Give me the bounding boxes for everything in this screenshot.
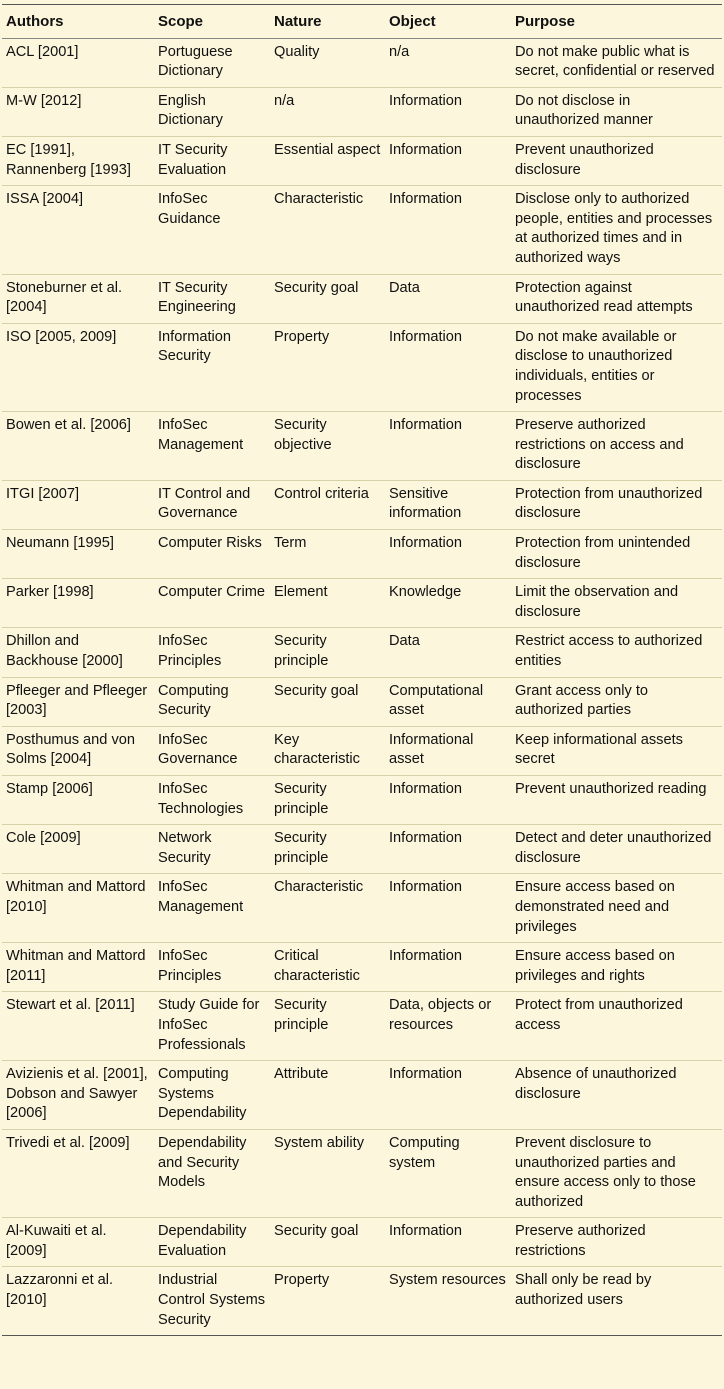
cell-nature: Critical characteristic xyxy=(270,943,385,992)
cell-authors: Al-Kuwaiti et al. [2009] xyxy=(2,1218,154,1267)
cell-object: System resources xyxy=(389,1272,506,1289)
cell-nature: Element xyxy=(270,579,385,628)
cell-scope: Information Security xyxy=(154,323,270,411)
cell-object: Computing system xyxy=(385,1129,511,1217)
cell-authors: Posthumus and von Solms [2004] xyxy=(2,726,154,775)
table-row xyxy=(2,943,722,992)
cell-authors: Parker [1998] xyxy=(2,579,154,628)
cell-nature: Security principle xyxy=(270,992,385,1061)
definitions-table xyxy=(2,5,722,1335)
cell-authors: Stoneburner et al. [2004] xyxy=(2,274,154,323)
cell-authors: Cole [2009] xyxy=(2,825,154,874)
cell-authors: Whitman and Mattord [2010] xyxy=(2,874,154,943)
cell-scope: IT Control and Governance xyxy=(154,480,270,529)
cell-scope: Dependability and Security Models xyxy=(154,1129,270,1217)
cell-nature: Property xyxy=(270,323,385,411)
cell-purpose: Detect and deter unauthorized disclosure xyxy=(511,825,722,874)
cell-authors: EC [1991], Rannenberg [1993] xyxy=(2,136,154,185)
cell-authors: Bowen et al. [2006] xyxy=(2,412,154,481)
cell-scope: IT Security Engineering xyxy=(154,274,270,323)
cell-purpose: Protection from unauthorized disclosure xyxy=(511,480,722,529)
table-row xyxy=(2,992,722,1061)
cell-object: Knowledge xyxy=(385,579,511,628)
table-row xyxy=(2,579,722,628)
cell-purpose: Preserve authorized restrictions on access and disclosure xyxy=(511,412,722,481)
cell-object: Information xyxy=(385,1218,511,1267)
table-row xyxy=(2,1218,722,1267)
cell-purpose: Protect from unauthorized access xyxy=(511,992,722,1061)
cell-object: n/a xyxy=(385,38,511,87)
cell-nature: Security principle xyxy=(270,825,385,874)
table-row xyxy=(2,480,722,529)
table-row xyxy=(2,874,722,943)
cell-scope: Computer Risks xyxy=(154,530,270,579)
table-body xyxy=(2,38,722,1335)
cell-nature: Quality xyxy=(270,38,385,87)
cell-authors: Dhillon and Backhouse [2000] xyxy=(2,628,154,677)
cell-authors: ISSA [2004] xyxy=(2,186,154,274)
cell-scope: InfoSec Management xyxy=(154,874,270,943)
table-row xyxy=(2,776,722,825)
cell-object: Information xyxy=(385,323,511,411)
cell-purpose: Shall only be read by authorized users xyxy=(515,1272,652,1309)
cell-scope: Computing Security xyxy=(154,677,270,726)
table-row xyxy=(2,726,722,775)
cell-authors: Pfleeger and Pfleeger [2003] xyxy=(2,677,154,726)
table-row xyxy=(2,1061,722,1130)
table-row xyxy=(2,38,722,87)
cell-object: Information xyxy=(385,87,511,136)
cell-scope: Industrial Control Systems Security xyxy=(158,1272,266,1328)
cell-nature: Security objective xyxy=(270,412,385,481)
cell-purpose: Do not disclose in unauthorized manner xyxy=(511,87,722,136)
cell-scope: English Dictionary xyxy=(154,87,270,136)
cell-object: Information xyxy=(385,874,511,943)
cell-scope: InfoSec Technologies xyxy=(154,776,270,825)
cell-purpose: Keep informational assets secret xyxy=(511,726,722,775)
cell-purpose: Protection against unauthorized read attempts xyxy=(511,274,722,323)
cell-nature: n/a xyxy=(270,87,385,136)
cell-object: Informational asset xyxy=(385,726,511,775)
cell-authors: ISO [2005, 2009] xyxy=(2,323,154,411)
cell-object: Data, objects or resources xyxy=(385,992,511,1061)
cell-authors: M-W [2012] xyxy=(2,87,154,136)
cell-purpose: Prevent unauthorized reading xyxy=(511,776,722,825)
cell-nature: Essential aspect xyxy=(270,136,385,185)
cell-purpose: Ensure access based on demonstrated need and privileges xyxy=(511,874,722,943)
cell-authors: Neumann [1995] xyxy=(2,530,154,579)
cell-nature: Security goal xyxy=(270,677,385,726)
cell-nature: Term xyxy=(270,530,385,579)
table-row xyxy=(2,87,722,136)
cell-object: Information xyxy=(385,186,511,274)
cell-object: Information xyxy=(385,1061,511,1130)
cell-authors: Avizienis et al. [2001], Dobson and Sawyer [2006] xyxy=(2,1061,154,1130)
cell-nature: Security principle xyxy=(270,628,385,677)
cell-purpose: Grant access only to authorized parties xyxy=(511,677,722,726)
cell-purpose: Disclose only to authorized people, entities and processes at authorized times and in authorized ways xyxy=(511,186,722,274)
cell-object: Information xyxy=(385,136,511,185)
header-nature: Nature xyxy=(270,5,385,38)
cell-scope: InfoSec Guidance xyxy=(154,186,270,274)
table-row xyxy=(2,323,722,411)
cell-object: Data xyxy=(385,274,511,323)
cell-authors: Whitman and Mattord [2011] xyxy=(2,943,154,992)
table-row xyxy=(2,1267,722,1335)
cell-object: Information xyxy=(385,412,511,481)
cell-purpose: Limit the observation and disclosure xyxy=(511,579,722,628)
cell-nature: Security goal xyxy=(270,274,385,323)
cell-purpose: Preserve authorized restrictions xyxy=(511,1218,722,1267)
cell-authors: Stamp [2006] xyxy=(2,776,154,825)
cell-purpose: Prevent disclosure to unauthorized parties and ensure access only to those authorized xyxy=(511,1129,722,1217)
cell-authors: Trivedi et al. [2009] xyxy=(2,1129,154,1217)
cell-scope: Computer Crime xyxy=(154,579,270,628)
cell-purpose: Restrict access to authorized entities xyxy=(511,628,722,677)
table-header-row xyxy=(2,5,722,38)
cell-scope: Dependability Evaluation xyxy=(154,1218,270,1267)
table-row xyxy=(2,136,722,185)
header-authors: Authors xyxy=(2,5,154,38)
cell-scope: InfoSec Governance xyxy=(154,726,270,775)
definitions-table-container xyxy=(2,4,722,1336)
table-row xyxy=(2,1129,722,1217)
cell-scope: Computing Systems Dependability xyxy=(154,1061,270,1130)
cell-nature: Control criteria xyxy=(270,480,385,529)
cell-nature: Property xyxy=(274,1272,330,1289)
cell-purpose: Do not make public what is secret, confidential or reserved xyxy=(511,38,722,87)
cell-object: Computational asset xyxy=(385,677,511,726)
table-row xyxy=(2,412,722,481)
cell-purpose: Do not make available or disclose to unauthorized individuals, entities or processes xyxy=(511,323,722,411)
cell-object: Information xyxy=(385,530,511,579)
cell-object: Information xyxy=(385,943,511,992)
table-row xyxy=(2,186,722,274)
cell-object: Information xyxy=(385,776,511,825)
table-row xyxy=(2,530,722,579)
cell-nature: Security principle xyxy=(270,776,385,825)
header-purpose: Purpose xyxy=(511,5,722,38)
cell-scope: Network Security xyxy=(154,825,270,874)
cell-nature: Characteristic xyxy=(270,874,385,943)
header-scope: Scope xyxy=(154,5,270,38)
table-row xyxy=(2,677,722,726)
cell-purpose: Ensure access based on privileges and rights xyxy=(511,943,722,992)
cell-scope: InfoSec Management xyxy=(154,412,270,481)
cell-purpose: Absence of unauthorized disclosure xyxy=(511,1061,722,1130)
cell-authors: Lazzaronni et al. [2010] xyxy=(6,1272,114,1309)
cell-authors: ITGI [2007] xyxy=(2,480,154,529)
table-row xyxy=(2,628,722,677)
cell-nature: Security goal xyxy=(270,1218,385,1267)
cell-object: Sensitive information xyxy=(385,480,511,529)
cell-nature: Key characteristic xyxy=(270,726,385,775)
cell-authors: Stewart et al. [2011] xyxy=(2,992,154,1061)
header-object: Object xyxy=(385,5,511,38)
cell-object: Data xyxy=(385,628,511,677)
cell-scope: Study Guide for InfoSec Professionals xyxy=(154,992,270,1061)
table-row xyxy=(2,825,722,874)
cell-nature: System ability xyxy=(270,1129,385,1217)
table-row xyxy=(2,274,722,323)
cell-nature: Characteristic xyxy=(270,186,385,274)
cell-scope: IT Security Evaluation xyxy=(154,136,270,185)
cell-authors: ACL [2001] xyxy=(2,38,154,87)
cell-scope: InfoSec Principles xyxy=(154,628,270,677)
cell-scope: InfoSec Principles xyxy=(154,943,270,992)
cell-purpose: Prevent unauthorized disclosure xyxy=(511,136,722,185)
cell-purpose: Protection from unintended disclosure xyxy=(511,530,722,579)
cell-object: Information xyxy=(385,825,511,874)
cell-nature: Attribute xyxy=(270,1061,385,1130)
cell-scope: Portuguese Dictionary xyxy=(154,38,270,87)
